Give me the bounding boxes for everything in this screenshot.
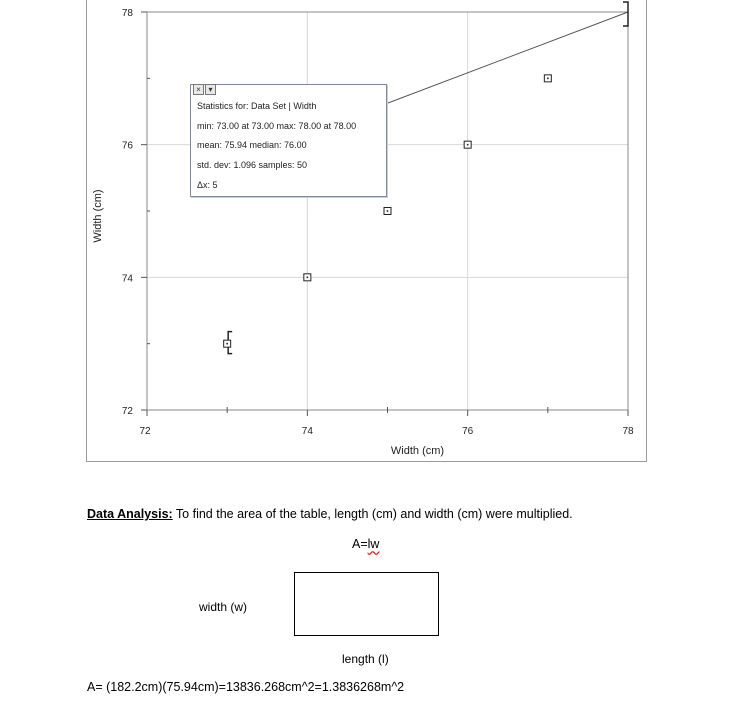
data-point-dot — [226, 343, 228, 345]
x-tick-label: 78 — [622, 426, 634, 437]
data-point-dot — [467, 144, 469, 146]
table-rectangle — [294, 572, 439, 636]
stats-min-max: min: 73.00 at 73.00 max: 78.00 at 78.00 — [197, 121, 357, 131]
data-analysis-label: Data Analysis: — [87, 507, 173, 521]
y-tick-label: 78 — [121, 8, 133, 19]
stats-delta-x: Δx: 5 — [197, 180, 218, 190]
y-tick-label: 76 — [121, 140, 133, 152]
data-analysis — [87, 507, 573, 521]
stats-connector — [388, 12, 628, 103]
x-axis-label: Width (cm) — [390, 445, 445, 457]
area-result: A= (182.2cm)(75.94cm)=13836.268cm^2=1.3836268m^2 — [87, 680, 405, 694]
formula-prefix: A= — [352, 537, 368, 551]
stats-stddev-samples: std. dev: 1.096 samples: 50 — [197, 160, 308, 170]
stats-controls — [193, 84, 216, 95]
x-tick-label: 72 — [139, 426, 151, 437]
stats-title: Statistics for: Data Set | Width — [197, 101, 317, 111]
stats-mean-median: mean: 75.94 median: 76.00 — [197, 140, 307, 150]
data-point-dot — [307, 277, 309, 279]
area-formula — [352, 537, 379, 551]
formula-lw: lw — [367, 537, 380, 551]
length-label: length (l) — [342, 652, 389, 666]
collapse-icon[interactable]: ▾ — [205, 84, 216, 95]
data-point-dot — [387, 210, 389, 212]
y-tick-label: 72 — [121, 406, 133, 417]
y-axis-label: Width (cm) — [92, 189, 104, 243]
y-tick-label: 74 — [121, 273, 133, 285]
statistics-box — [190, 84, 387, 197]
data-analysis-text: To find the area of the table, length (cm) and width (cm) were multiplied. — [172, 507, 573, 521]
width-label: width (w) — [199, 600, 248, 614]
x-tick-label: 74 — [301, 426, 313, 437]
x-tick-label: 76 — [462, 426, 474, 437]
close-icon[interactable]: × — [193, 84, 204, 95]
data-point-dot — [547, 78, 549, 80]
